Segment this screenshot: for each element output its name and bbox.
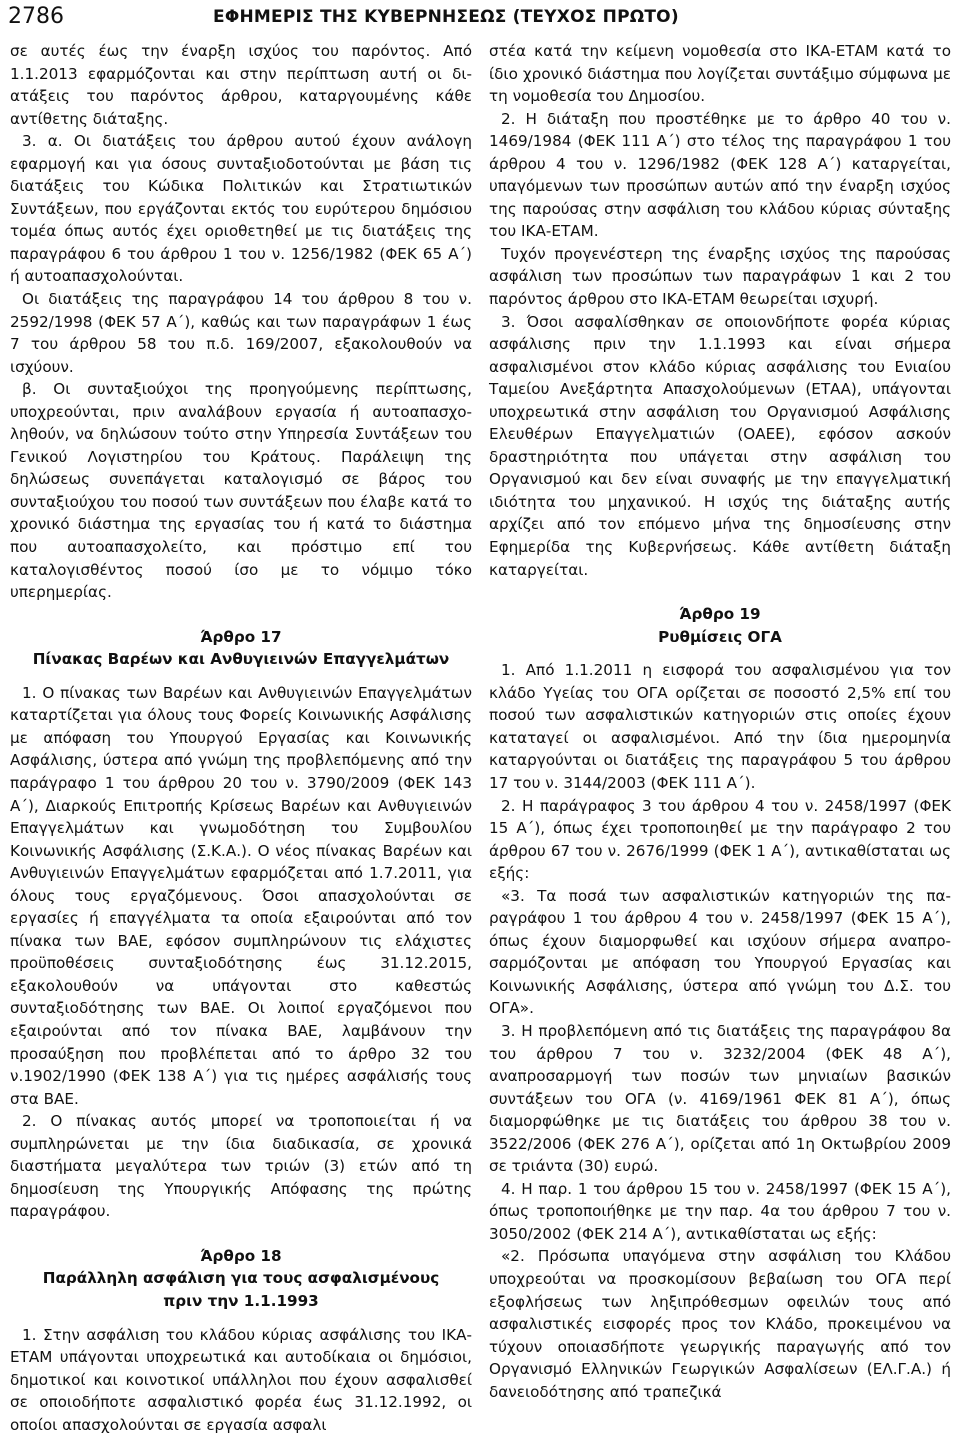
left-paragraph-1: σε αυτές έως την έναρξη ισχύος του παρόντος. Από 1.1.2013 εφαρμόζονται και στην περίπτωση αυτή οι διατάξεις του παρόντος άρθρου, καταργουμένης κάθε αντίθετης διάταξης. <box>10 42 472 128</box>
left-paragraph-2: 3. α. Οι διατάξεις του άρθρου αυτού έχουν ανάλογη εφαρμογή και για όσους συνταξιοδοτούνται με βάση τις διατάξεις του Κώδικα Πολιτικών και Στρατιωτικών Συντάξεων, που εργάζονται εκτός του ευρύτερου δημόσιου τομέα όπως αυτός έχει οριοθετηθεί με τις διατάξεις της παραγράφου 6 του άρθρου 1 του ν. 1256/1982 (ΦΕΚ 65 Α΄) ή αυτοαπασχολούνται. <box>10 132 472 286</box>
right-column <box>489 40 951 1403</box>
journal-title: ΕΦΗΜΕΡΙΣ ΤΗΣ ΚΥΒΕΡΝΗΣΕΩΣ (ΤΕΥΧΟΣ ΠΡΩΤΟ) <box>213 7 679 27</box>
article-18-title: Άρθρο 18 <box>200 1246 282 1265</box>
article-19-title: Άρθρο 19 <box>679 605 761 624</box>
page-number: 2786 <box>8 4 64 29</box>
article-17-subtitle: Πίνακας Βαρέων και Ανθυγιεινών Επαγγελμάτων <box>32 650 450 669</box>
right-paragraph-9: 4. Η παρ. 1 του άρθρου 15 του ν. 2458/1997 (ΦΕΚ 15 Α΄), όπως τροποποιήθηκε με την παρ. 4α του άρθρου 7 του ν. 3050/2002 (ΦΕΚ 214 Α΄), αντικαθίσταται ως εξής: <box>489 1179 951 1243</box>
right-paragraph-5: 1. Από 1.1.2011 η εισφορά του ασφαλισμένου για τον κλάδο Υγείας του ΟΓΑ ορίζεται σε ποσοστό 2,5% επί του ποσού των ασφαλιστικών κατηγοριών στις οποίες έχουν καταταγεί οι ασφαλισμένοι. Από την ίδια ημερομηνία καταργούνται οι διατάξεις της παραγράφου 5 του άρθρου 17 του ν. 3144/2003 (ΦΕΚ 111 Α΄). <box>489 661 951 792</box>
article-17-title: Άρθρο 17 <box>200 627 282 646</box>
right-paragraph-10: «2. Πρόσωπα υπαγόμενα στην ασφάλιση του Κλάδου υποχρεούται να προσκομίσουν βεβαίωση του ΟΓΑ περί εξοφλήσεως των ληξιπρόθεσμων οφειλών τους από ασφαλιστικές εισφορές προς τον Κλάδο, προκειμένου να τύχουν οποιασδήποτε γεωργικής παραγωγής από τον Οργανισμό Ελληνικών Γεωργικών Ασφαλίσεων (ΕΛ.Γ.Α.) ή δανειοδότησης από τραπεζικά <box>489 1247 951 1401</box>
article-18-subtitle-line-1: Παράλληλη ασφάλιση για τους ασφαλισμένους <box>42 1269 440 1288</box>
page-header <box>8 4 952 34</box>
left-paragraph-5: 1. Ο πίνακας των Βαρέων και Ανθυγιεινών Επαγγελμάτων καταρτίζεται για όλους τους Φορείς Κοινωνικής Ασφάλισης με απόφαση του Υπουργού Εργασίας και Κοινωνικής Ασφάλισης, ύστερα από γνώμη της προβλεπόμενης από την παράγραφο 1 του άρθρου 20 του ν. 3790/2009 (ΦΕΚ 143 Α΄), Διαρκούς Επιτροπής Κρίσεως Βαρέων και Ανθυγιεινών Επαγγελμάτων και γνωμοδότηση του Συμβουλίου Κοινωνικής Ασφάλισης (Σ.Κ.Α.). Ο νέος πίνακας Βαρέων και Ανθυγιεινών Επαγγελμάτων εφαρμόζεται από 1.7.2011, για όλους τους εργαζόμενους. Όσοι απασχολούνται σε εργασίες ή επαγγέλματα τα οποία εξαιρούνται από τον πίνακα των ΒΑΕ, εφόσον συμπληρώνουν τις ελάχιστες προϋποθέσεις συνταξιοδότησης έως 31.12.2015, εξακολουθούν να υπάγονται στο καθεστώς συνταξιοδότησης των ΒΑΕ. Οι λοιποί εργαζόμενοι που εξαιρούνται από τον πίνακα ΒΑΕ, λαμβάνουν την προσαύξηση που προβλέπεται από το άρθρο 32 του ν.1902/1990 (ΦΕΚ 138 Α΄) για τις ημέρες ασφάλισής τους στα ΒΑΕ. <box>10 683 472 1108</box>
right-paragraph-3: Τυχόν προγενέστερη της έναρξης ισχύος της παρούσας ασφάλιση των προσώπων των παραγράφων 1 και 2 του παρόντος άρθρου στο ΙΚΑ-ΕΤΑΜ θεωρείται ισχυρή. <box>489 244 951 309</box>
left-paragraph-6: 2. Ο πίνακας αυτός μπορεί να τροποποιείται ή να συμπληρώνεται με την ίδια διαδικασία, σε χρονικά διαστήματα μεγαλύτερα των τριών (3) ετών από τη δημοσίευση της Υπουργικής Απόφασης της πρώτης παραγράφου. <box>10 1112 472 1221</box>
right-paragraph-1: στέα κατά την κείμενη νομοθεσία στο ΙΚΑ-ΕΤΑΜ κατά το ίδιο χρονικό διάστημα που λογίζεται συντάξιμο σύμφωνα με τη νομοθεσία του Δημοσίου. <box>489 42 951 106</box>
left-paragraph-4: β. Οι συνταξιούχοι της προηγούμενης περίπτωσης, υποχρεούνται, πριν αναλάβουν εργασία ή αυτοαπασχοληθούν, να δηλώσουν τούτο στην Υπηρεσία Συντάξεων του Γενικού Λογιστηρίου του Κράτους. Παράλειψη της δηλώσεως συνεπάγεται καταλογισμό σε βάρος του συνταξιούχου του ποσού των συντάξεων που έλαβε κατά το χρονικό διάστημα της εργασίας του ή κατά το διάστημα που αυτοαπασχολείτο, και πρόστιμο επί του καταλογισθέντος ποσού ίσο με το νόμιμο τόκο υπερημερίας. <box>10 380 472 602</box>
right-paragraph-2: 2. Η διάταξη που προστέθηκε με το άρθρο 40 του ν. 1469/1984 (ΦΕΚ 111 Α΄) στο τέλος της παραγράφου 1 του άρθρου 4 του ν. 1296/1982 (ΦΕΚ 128 Α΄) καταργείται, υπαγόμενων των προσώπων αυτών από την έναρξη ισχύος της παρούσας στην ασφάλιση του κλάδου κύριας σύνταξης του ΙΚΑ-ΕΤΑΜ. <box>489 109 951 241</box>
article-19-subtitle: Ρυθμίσεις ΟΓΑ <box>658 627 782 646</box>
left-paragraph-3: Οι διατάξεις της παραγράφου 14 του άρθρου 8 του ν. 2592/1998 (ΦΕΚ 57 Α΄), καθώς και των παραγράφων 1 έως 7 του άρθρου 58 του π.δ. 169/2007, εξακολουθούν να ισχύουν. <box>10 290 472 376</box>
left-paragraph-7: 1. Στην ασφάλιση του κλάδου κύριας ασφάλισης του ΙΚΑ-ΕΤΑΜ υπάγονται υποχρεωτικά και αυτοδίκαια οι δημόσιοι, δημοτικοί και κοινοτικοί υπάλληλοι που έχουν ασφαλισθεί σε οποιοδήποτε ασφαλιστικό φορέα έως 31.12.1992, οι οποίοι απασχολούνται σε εργασία ασφαλι <box>10 1325 472 1434</box>
right-paragraph-4: 3. Όσοι ασφαλίσθηκαν σε οποιονδήποτε φορέα κύριας ασφάλισης πριν την 1.1.1993 και είναι σήμερα ασφαλισμένοι στον κλάδο κύριας ασφάλισης του Ενιαίου Ταμείου Ανεξάρτητα Απασχολούμενων (ΕΤΑΑ), υπάγονται υποχρεωτικά στην ασφάλιση του Οργανισμού Ασφάλισης Ελευθέρων Επαγγελματιών (ΟΑΕΕ), εφόσον ασκούν δραστηριότητα που υπάγεται στην ασφάλιση του Οργανισμού και δεν είναι συναφής με την επαγγελματική ιδιότητα του μηχανικού. Η ισχύς της διάταξης αυτής αρχίζει από τον επόμενο μήνα της δημοσίευσης στην Εφημερίδα της Κυβερνήσεως. Κάθε αντίθετη διάταξη καταργείται. <box>489 312 951 579</box>
right-paragraph-7: «3. Τα ποσά των ασφαλιστικών κατηγοριών της παραγράφου 1 του άρθρου 4 του ν. 2458/1997 (ΦΕΚ 15 Α΄), όπως έχουν διαμορφωθεί και ισχύουν σήμερα αναπροσαρμόζονται με απόφαση του Υπουργού Εργασίας και Κοινωνικής Ασφάλισης, ύστερα από γνώμη του Δ.Σ. του ΟΓΑ». <box>489 886 951 1018</box>
right-paragraph-8: 3. Η προβλεπόμενη από τις διατάξεις της παραγράφου 8α του άρθρου 7 του ν. 3232/2004 (ΦΕΚ 48 Α΄), αναπροσαρμογή των ποσών των μηνιαίων βασικών συντάξεων του ΟΓΑ (ν. 4169/1961 ΦΕΚ 81 Α΄), όπως διαμορφώθηκε με τις διατάξεις του άρθρου 38 του ν. 3522/2006 (ΦΕΚ 276 Α΄), ορίζεται από 1η Οκτωβρίου 2009 σε τριάντα (30) ευρώ. <box>489 1021 951 1176</box>
right-paragraph-6: 2. Η παράγραφος 3 του άρθρου 4 του ν. 2458/1997 (ΦΕΚ 15 Α΄), όπως έχει τροποποιηθεί με την παράγραφο 2 του άρθρου 67 του ν. 2676/1999 (ΦΕΚ 1 Α΄), αντικαθίσταται ως εξής: <box>489 796 951 883</box>
left-column <box>10 40 472 1436</box>
article-18-subtitle-line-2: πριν την 1.1.1993 <box>163 1291 319 1310</box>
